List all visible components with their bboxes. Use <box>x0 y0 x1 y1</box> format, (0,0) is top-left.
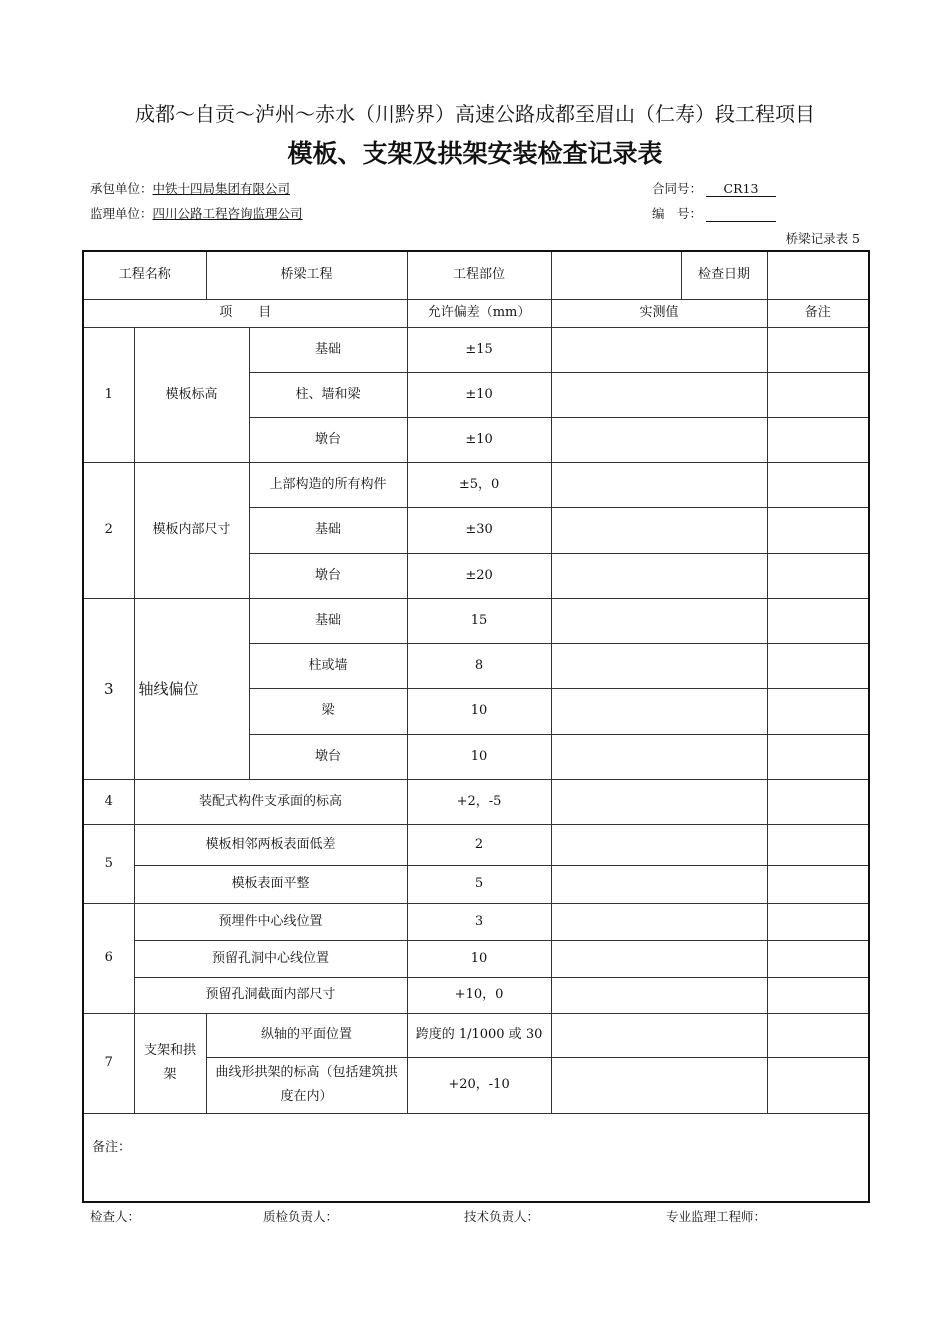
note-cell[interactable] <box>767 940 869 977</box>
note-cell[interactable] <box>767 372 869 417</box>
check-item: 曲线形拱架的标高（包括建筑拱度在内） <box>206 1057 407 1113</box>
project-name-value: 桥梁工程 <box>206 251 407 299</box>
check-item: 基础 <box>249 598 407 643</box>
table-row <box>83 1013 869 1057</box>
col-measured: 实测值 <box>551 299 767 327</box>
table-row <box>83 865 869 903</box>
measured-value-cell[interactable] <box>551 977 767 1013</box>
measured-value-cell[interactable] <box>551 903 767 940</box>
table-row <box>83 940 869 977</box>
item-number: 2 <box>83 462 134 598</box>
measured-value-cell[interactable] <box>551 327 767 372</box>
check-item: 预埋件中心线位置 <box>134 903 407 940</box>
table-row <box>83 977 869 1013</box>
contractor-row <box>90 179 290 197</box>
inspection-table <box>82 250 870 1203</box>
item-number: 5 <box>83 824 134 903</box>
table-row <box>83 824 869 865</box>
note-cell[interactable] <box>767 688 869 734</box>
note-cell[interactable] <box>767 643 869 688</box>
note-cell[interactable] <box>767 903 869 940</box>
check-item: 墩台 <box>249 553 407 598</box>
measured-value-cell[interactable] <box>551 643 767 688</box>
supervisor-value: 四川公路工程咨询监理公司 <box>152 206 303 221</box>
group-name: 模板标高 <box>134 327 249 462</box>
table-row <box>83 327 869 372</box>
item-number: 1 <box>83 327 134 462</box>
serial-value[interactable] <box>706 206 776 222</box>
part-label: 工程部位 <box>407 251 551 299</box>
check-item: 模板表面平整 <box>134 865 407 903</box>
item-number: 6 <box>83 903 134 1013</box>
date-label: 检查日期 <box>681 251 767 299</box>
project-title: 成都～自贡～泸州～赤水（川黔界）高速公路成都至眉山（仁寿）段工程项目 <box>135 102 815 126</box>
qc-signature: 质检负责人： <box>263 1209 339 1224</box>
item-number: 4 <box>83 779 134 824</box>
check-item: 模板相邻两板表面低差 <box>134 824 407 865</box>
supervisor-label: 监理单位： <box>90 206 153 221</box>
tolerance-value: 10 <box>407 734 551 779</box>
serial-row <box>652 204 776 222</box>
note-cell[interactable] <box>767 865 869 903</box>
date-value[interactable] <box>767 251 869 299</box>
table-row <box>83 903 869 940</box>
measured-value-cell[interactable] <box>551 779 767 824</box>
tolerance-value: 10 <box>407 688 551 734</box>
note-cell[interactable] <box>767 734 869 779</box>
note-cell[interactable] <box>767 417 869 462</box>
tolerance-value: 15 <box>407 598 551 643</box>
check-item: 上部构造的所有构件 <box>249 462 407 507</box>
contract-label: 合同号： <box>652 181 703 196</box>
note-cell[interactable] <box>767 779 869 824</box>
form-code: 桥梁记录表 5 <box>785 231 860 246</box>
note-cell[interactable] <box>767 1057 869 1113</box>
item-number: 3 <box>83 598 134 779</box>
measured-value-cell[interactable] <box>551 553 767 598</box>
tech-signature: 技术负责人： <box>464 1209 540 1224</box>
group-name: 支架和拱架 <box>134 1013 206 1113</box>
measured-value-cell[interactable] <box>551 940 767 977</box>
tolerance-value: 5 <box>407 865 551 903</box>
form-title: 模板、支架及拱架安装检查记录表 <box>287 139 663 168</box>
tolerance-value: +2，-5 <box>407 779 551 824</box>
check-item: 基础 <box>249 327 407 372</box>
measured-value-cell[interactable] <box>551 372 767 417</box>
check-item: 预留孔洞截面内部尺寸 <box>134 977 407 1013</box>
tolerance-value: 3 <box>407 903 551 940</box>
contractor-label: 承包单位： <box>90 181 153 196</box>
contractor-value: 中铁十四局集团有限公司 <box>152 181 291 196</box>
note-cell[interactable] <box>767 598 869 643</box>
note-cell[interactable] <box>767 824 869 865</box>
measured-value-cell[interactable] <box>551 417 767 462</box>
note-cell[interactable] <box>767 327 869 372</box>
note-cell[interactable] <box>767 977 869 1013</box>
table-row <box>83 779 869 824</box>
check-item: 柱、墙和梁 <box>249 372 407 417</box>
group-name: 模板内部尺寸 <box>134 462 249 598</box>
tolerance-value: ±30 <box>407 507 551 553</box>
measured-value-cell[interactable] <box>551 1013 767 1057</box>
check-item: 纵轴的平面位置 <box>206 1013 407 1057</box>
note-cell[interactable] <box>767 507 869 553</box>
note-cell[interactable] <box>767 1013 869 1057</box>
remarks-field[interactable]: 备注： <box>83 1113 869 1202</box>
serial-label: 编 号： <box>652 206 703 221</box>
check-item: 基础 <box>249 507 407 553</box>
note-cell[interactable] <box>767 462 869 507</box>
engineer-signature: 专业监理工程师： <box>666 1209 767 1224</box>
tolerance-value: +10，0 <box>407 977 551 1013</box>
note-cell[interactable] <box>767 553 869 598</box>
column-header-row <box>83 299 869 327</box>
col-tolerance: 允许偏差（mm） <box>407 299 551 327</box>
tolerance-value: ±10 <box>407 372 551 417</box>
measured-value-cell[interactable] <box>551 462 767 507</box>
remarks-row <box>83 1113 869 1202</box>
col-item: 项 目 <box>83 299 407 327</box>
check-item: 预留孔洞中心线位置 <box>134 940 407 977</box>
table-row <box>83 598 869 643</box>
table-row <box>83 462 869 507</box>
group-name: 轴线偏位 <box>134 598 249 779</box>
tolerance-value: ±5，0 <box>407 462 551 507</box>
project-name-label: 工程名称 <box>83 251 206 299</box>
measured-value-cell[interactable] <box>551 1057 767 1113</box>
tolerance-value: ±15 <box>407 327 551 372</box>
contract-value[interactable]: CR13 <box>706 181 776 197</box>
tolerance-value: 10 <box>407 940 551 977</box>
item-number: 7 <box>83 1013 134 1113</box>
measured-value-cell[interactable] <box>551 865 767 903</box>
tolerance-value: ±20 <box>407 553 551 598</box>
measured-value-cell[interactable] <box>551 598 767 643</box>
tolerance-value: ±10 <box>407 417 551 462</box>
measured-value-cell[interactable] <box>551 688 767 734</box>
header-row <box>83 251 869 299</box>
check-item: 装配式构件支承面的标高 <box>134 779 407 824</box>
contract-row <box>652 179 776 197</box>
part-value[interactable] <box>551 251 681 299</box>
tolerance-value: 8 <box>407 643 551 688</box>
tolerance-value: 2 <box>407 824 551 865</box>
inspector-signature: 检查人： <box>90 1209 141 1224</box>
check-item: 墩台 <box>249 417 407 462</box>
measured-value-cell[interactable] <box>551 824 767 865</box>
check-item: 柱或墙 <box>249 643 407 688</box>
check-item: 墩台 <box>249 734 407 779</box>
supervisor-row <box>90 204 303 222</box>
tolerance-value: +20，-10 <box>407 1057 551 1113</box>
measured-value-cell[interactable] <box>551 734 767 779</box>
measured-value-cell[interactable] <box>551 507 767 553</box>
col-note: 备注 <box>767 299 869 327</box>
check-item: 梁 <box>249 688 407 734</box>
tolerance-value: 跨度的 1/1000 或 30 <box>407 1013 551 1057</box>
